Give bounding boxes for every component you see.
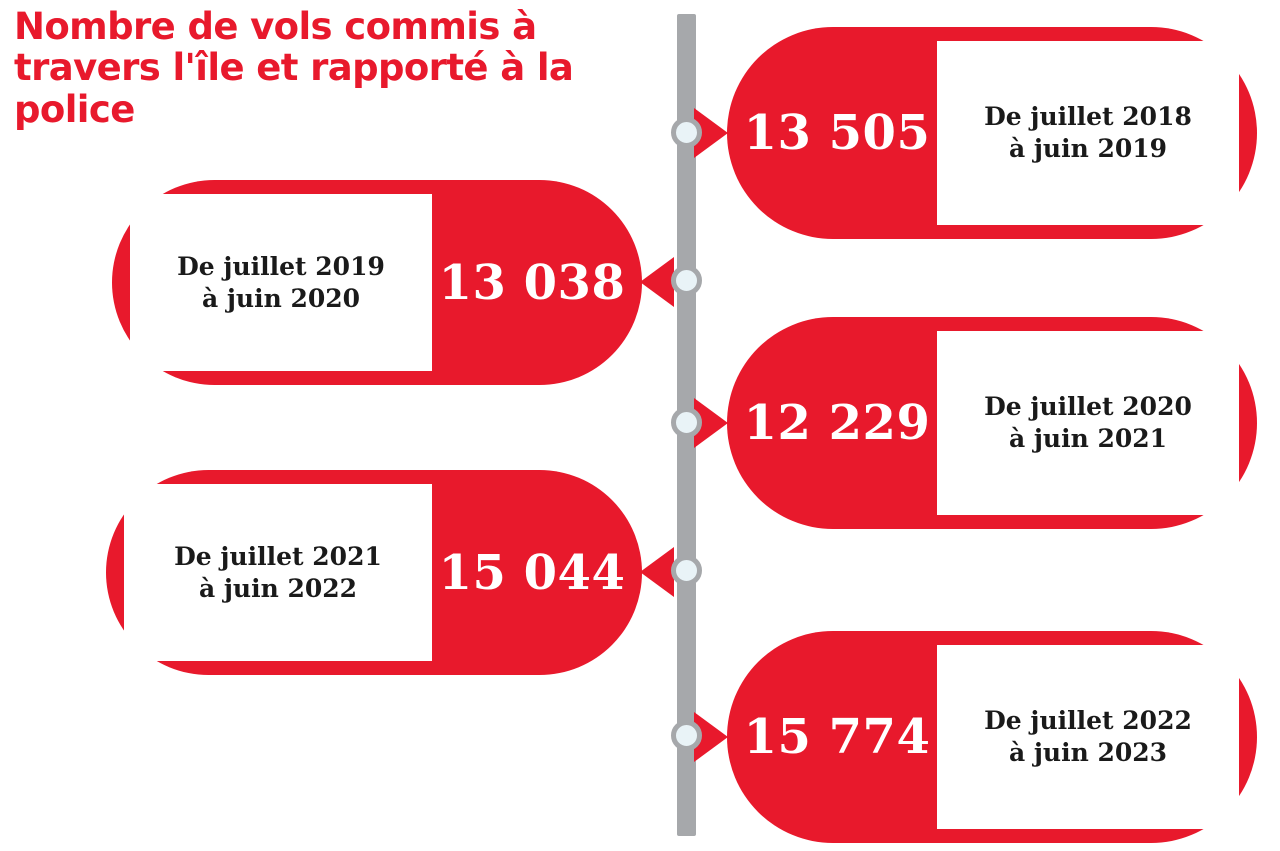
timeline-item-value: 13 038	[438, 254, 626, 311]
timeline-item-period	[937, 331, 1239, 515]
period-line-2: à juin 2022	[198, 573, 358, 603]
period-line-2: à juin 2019	[1008, 134, 1168, 163]
timeline-item-value: 12 229	[743, 395, 931, 451]
timeline-item-period	[130, 194, 432, 371]
period-line-1: De juillet 2018	[984, 102, 1192, 131]
timeline-item-period	[937, 41, 1239, 225]
timeline-node	[671, 265, 702, 296]
period-line-2: à juin 2020	[201, 283, 361, 313]
period-line-1: De juillet 2022	[984, 706, 1192, 735]
period-line-1: De juillet 2021	[174, 541, 382, 571]
timeline-item-value: 15 774	[743, 709, 931, 765]
timeline-node	[671, 407, 702, 438]
timeline-item-value: 13 505	[743, 105, 931, 161]
timeline-item	[727, 631, 1257, 843]
pill-pointer	[640, 547, 674, 597]
period-line-2: à juin 2023	[1008, 738, 1168, 767]
timeline-item	[727, 27, 1257, 239]
timeline-item-period	[937, 645, 1239, 829]
timeline-item	[727, 317, 1257, 529]
period-line-1: De juillet 2019	[177, 251, 385, 281]
page-title: Nombre de vols commis à travers l'île et rapporté à la police	[14, 5, 574, 131]
period-line-1: De juillet 2020	[984, 392, 1192, 421]
timeline-node	[671, 720, 702, 751]
timeline-item	[112, 180, 642, 385]
timeline-item-value: 15 044	[438, 544, 626, 601]
timeline-node	[671, 555, 702, 586]
pill-pointer	[640, 257, 674, 307]
timeline-item	[106, 470, 642, 675]
period-line-2: à juin 2021	[1008, 424, 1168, 453]
timeline-item-period	[124, 484, 432, 661]
timeline-node	[671, 117, 702, 148]
